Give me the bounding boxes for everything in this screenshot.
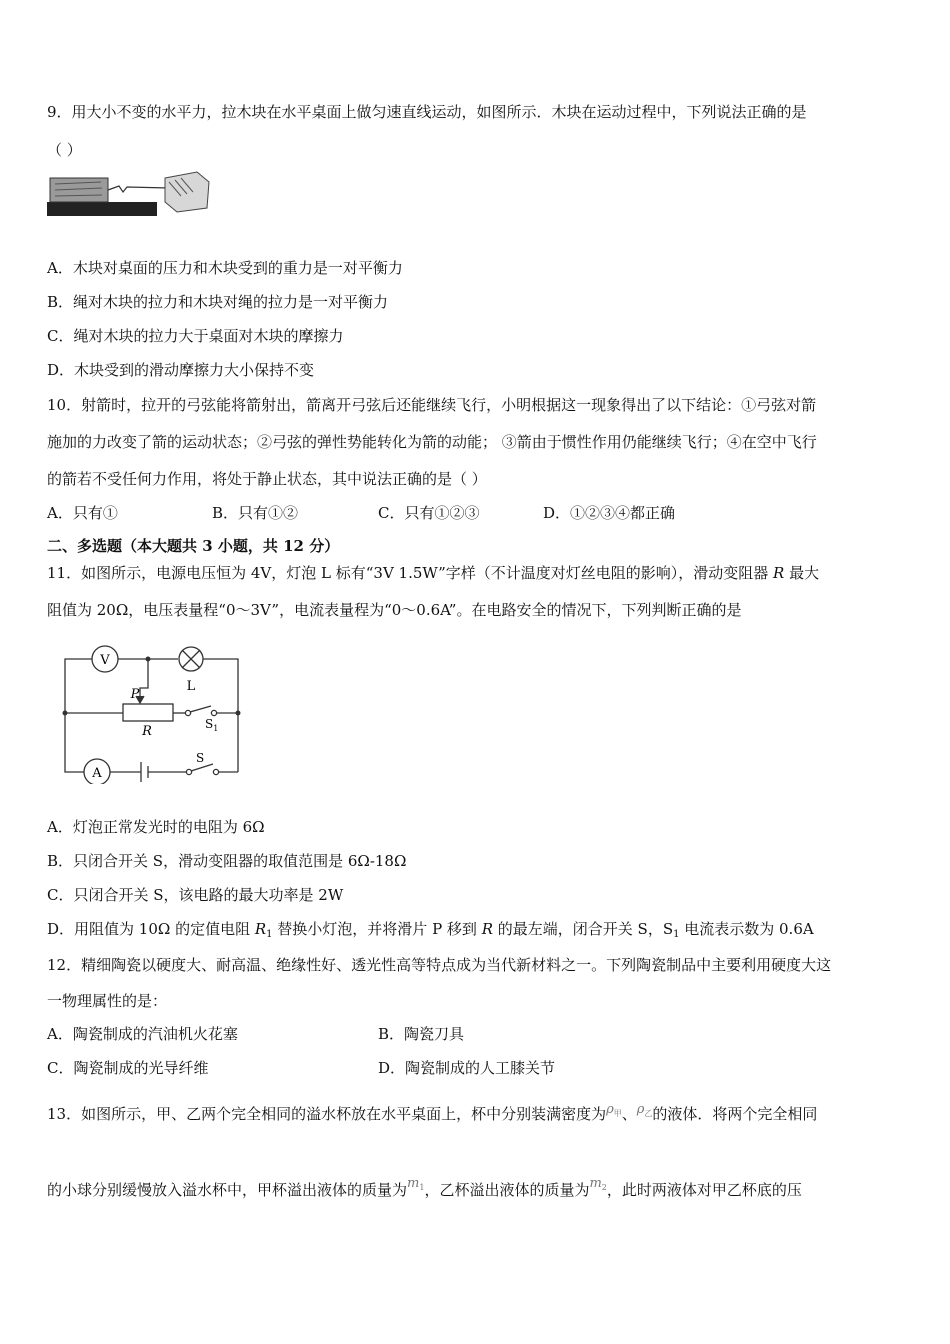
q10-option-a: A．只有① <box>47 504 118 522</box>
q11-line2: 阻值为 20Ω，电压表量程“0～3V”，电流表量程为“0～0.6A”。在电路安全的情况下，下列判断正确的是 <box>47 601 742 619</box>
q9-stem: 9．用大小不变的水平力，拉木块在水平桌面上做匀速直线运动，如图所示．木块在运动过程中，下列说法正确的是 <box>47 103 807 121</box>
q12-option-b: B．陶瓷刀具 <box>378 1025 465 1043</box>
q9-paren: （ ） <box>47 141 82 159</box>
rheostat-label: R <box>142 724 152 739</box>
voltmeter-label: V <box>100 653 110 668</box>
q9-option-a: A．木块对桌面的压力和木块受到的重力是一对平衡力 <box>47 259 403 277</box>
slider-label: P <box>130 687 140 702</box>
section-heading: 二、多选题（本大题共 3 小题，共 12 分） <box>47 537 340 555</box>
q9-option-c: C．绳对木块的拉力大于桌面对木块的摩擦力 <box>47 327 344 345</box>
q12-option-d: D．陶瓷制成的人工膝关节 <box>378 1059 556 1077</box>
switch-s-label: S <box>196 751 205 765</box>
battery-icon <box>141 762 148 782</box>
q13-line1: 13．如图所示，甲、乙两个完全相同的溢水杯放在水平桌面上，杯中分别装满密度为$\rho_甲$、$\rho_乙$的液体．将两个完全相同 <box>47 1102 818 1123</box>
switch-s1-icon <box>190 706 211 712</box>
q11-option-a: A．灯泡正常发光时的电阻为 6Ω <box>47 818 265 836</box>
rho-jia-symbol: $\rho_甲$ <box>606 1102 622 1118</box>
rheostat-icon <box>123 704 173 721</box>
switch-s-icon <box>191 764 213 771</box>
q11-option-d: D．用阻值为 10Ω 的定值电阻 $R_1$ 替换小灯泡，并将滑片 P 移到 R 的最左端，闭合开关 S，$S_1$ 电流表示数为 0.6A <box>47 920 814 940</box>
q10-option-c: C．只有①②③ <box>378 504 480 522</box>
q12-line2: 一物理属性的是： <box>47 992 168 1010</box>
q10-line1: 10．射箭时，拉开的弓弦能将箭射出，箭离开弓弦后还能继续飞行，小明根据这一现象得出了以下结论：①弓弦对箭 <box>47 396 817 414</box>
table-surface <box>47 202 157 216</box>
q12-line1: 12．精细陶瓷以硬度大、耐高温、绝缘性好、透光性高等特点成为当代新材料之一。下列陶瓷制品中主要利用硬度大这 <box>47 956 832 974</box>
m2-symbol: $m_2$ <box>589 1176 607 1192</box>
q9-option-d: D．木块受到的滑动摩擦力大小保持不变 <box>47 361 315 379</box>
q9-option-b: B．绳对木块的拉力和木块对绳的拉力是一对平衡力 <box>47 293 389 311</box>
hand-icon <box>165 172 209 212</box>
m1-symbol: $m_1$ <box>407 1176 425 1192</box>
q11-circuit-diagram <box>55 642 250 784</box>
q11-line1: 11．如图所示，电源电压恒为 4V，灯泡 L 标有“3V 1.5W”字样（不计温度对灯丝电阻的影响），滑动变阻器 R 最大 <box>47 564 820 582</box>
q11-option-b: B．只闭合开关 S，滑动变阻器的取值范围是 6Ω-18Ω <box>47 852 407 870</box>
q12-option-a: A．陶瓷制成的汽油机火花塞 <box>47 1025 238 1043</box>
ammeter-label: A <box>92 766 102 781</box>
switch-s1-label: $S_1$ <box>205 717 219 733</box>
q9-figure <box>47 168 212 220</box>
rho-yi-symbol: $\rho_乙$ <box>636 1102 653 1118</box>
q10-option-b: B．只有①② <box>212 504 299 522</box>
q13-line2: 的小球分别缓慢放入溢水杯中，甲杯溢出液体的质量为$m_1$，乙杯溢出液体的质量为$m_2$，此时两液体对甲乙杯底的压 <box>47 1176 802 1199</box>
lamp-label: L <box>186 679 196 694</box>
q11-option-c: C．只闭合开关 S，该电路的最大功率是 2W <box>47 886 344 904</box>
q10-line3: 的箭若不受任何力作用，将处于静止状态，其中说法正确的是（ ） <box>47 470 487 488</box>
q10-line2: 施加的力改变了箭的运动状态；②弓弦的弹性势能转化为箭的动能； ③箭由于惯性作用仍能继续飞行；④在空中飞行 <box>47 433 817 451</box>
q12-option-c: C．陶瓷制成的光导纤维 <box>47 1059 209 1077</box>
q10-option-d: D．①②③④都正确 <box>543 504 676 522</box>
rope <box>108 186 169 192</box>
